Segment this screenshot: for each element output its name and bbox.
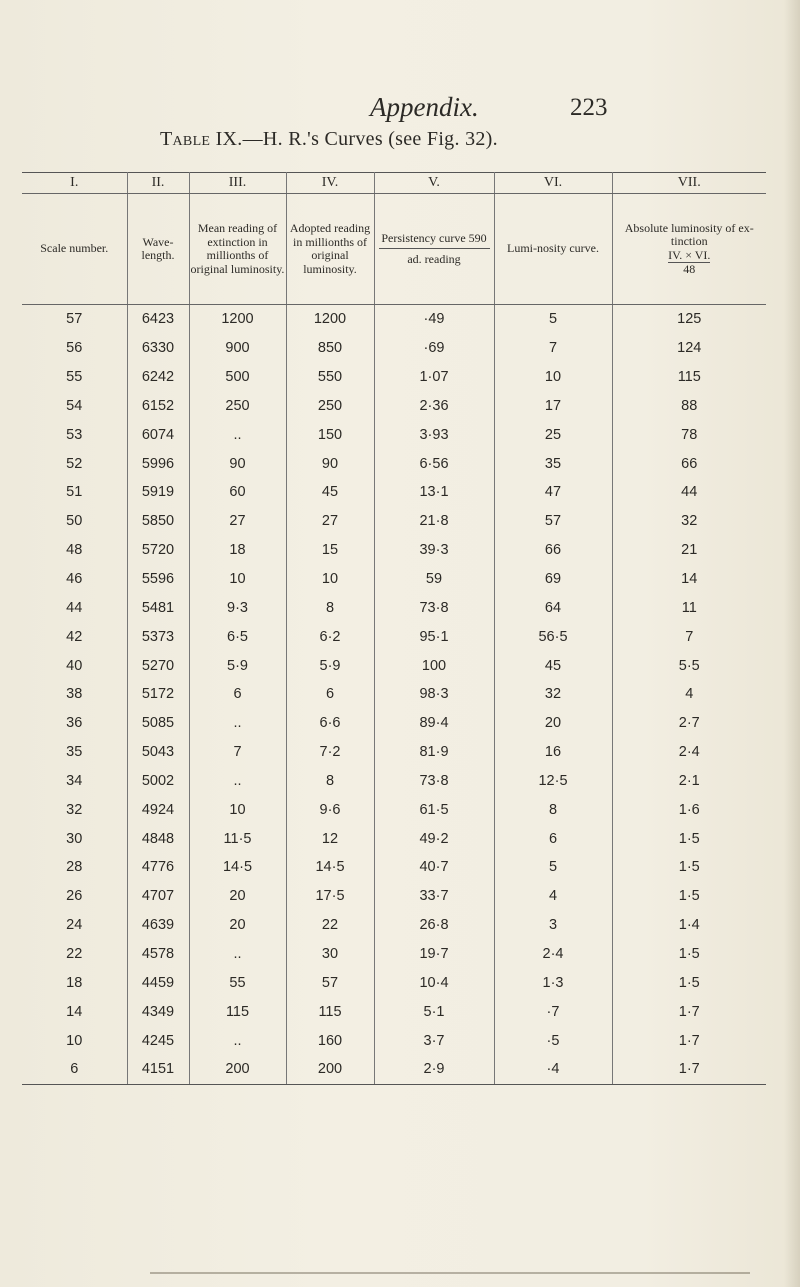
cell-adopted-reading: 1200 bbox=[286, 305, 374, 334]
roman-header: V. bbox=[374, 173, 494, 194]
cell-mean-reading: .. bbox=[189, 940, 286, 969]
cell-luminosity: 66 bbox=[494, 536, 612, 565]
cell-persistency: 2·36 bbox=[374, 392, 494, 421]
cell-scale-number: 46 bbox=[22, 565, 127, 594]
cell-scale-number: 32 bbox=[22, 795, 127, 824]
cell-absolute-luminosity: 1·5 bbox=[678, 859, 700, 876]
cell-adopted-reading: 7·2 bbox=[286, 738, 374, 767]
cell-absolute-luminosity: 124 bbox=[677, 340, 702, 357]
cell-luminosity: 25 bbox=[494, 420, 612, 449]
cell-persistency: 1·07 bbox=[374, 363, 494, 392]
cell-absolute-luminosity: 78 bbox=[681, 426, 698, 443]
cell-scale-number: 24 bbox=[22, 911, 127, 940]
cell-wave-length: 5172 bbox=[127, 680, 189, 709]
table-row bbox=[22, 767, 766, 796]
cell-wave-length: 4848 bbox=[127, 824, 189, 853]
cell-adopted-reading: 6 bbox=[286, 680, 374, 709]
cell-adopted-reading: 6·2 bbox=[286, 622, 374, 651]
cell-absolute-luminosity: 125 bbox=[677, 311, 702, 328]
cell-adopted-reading: 150 bbox=[286, 420, 374, 449]
cell-adopted-reading: 850 bbox=[286, 334, 374, 363]
cell-scale-number: 34 bbox=[22, 767, 127, 796]
table-row bbox=[22, 449, 766, 478]
table-row bbox=[22, 968, 766, 997]
cell-adopted-reading: 27 bbox=[286, 507, 374, 536]
table-row bbox=[22, 478, 766, 507]
cell-mean-reading: 7 bbox=[189, 738, 286, 767]
cell-mean-reading: 1200 bbox=[189, 305, 286, 334]
table-row bbox=[22, 853, 766, 882]
cell-mean-reading: 5·9 bbox=[189, 651, 286, 680]
cell-mean-reading: 200 bbox=[189, 1055, 286, 1084]
cell-persistency: 100 bbox=[374, 651, 494, 680]
cell-wave-length: 4707 bbox=[127, 882, 189, 911]
cell-adopted-reading: 250 bbox=[286, 392, 374, 421]
cell-persistency: ·69 bbox=[374, 334, 494, 363]
cell-mean-reading: 9·3 bbox=[189, 593, 286, 622]
cell-luminosity: 56·5 bbox=[494, 622, 612, 651]
cell-scale-number: 55 bbox=[22, 363, 127, 392]
cell-wave-length: 5373 bbox=[127, 622, 189, 651]
cell-adopted-reading: 12 bbox=[286, 824, 374, 853]
cell-scale-number: 56 bbox=[22, 334, 127, 363]
roman-header: VI. bbox=[494, 173, 612, 194]
table-row bbox=[22, 334, 766, 363]
cell-adopted-reading: 57 bbox=[286, 968, 374, 997]
cell-persistency: 59 bbox=[374, 565, 494, 594]
cell-adopted-reading: 9·6 bbox=[286, 795, 374, 824]
table-body bbox=[22, 305, 766, 1085]
page-edge-shadow bbox=[784, 0, 800, 1287]
cell-scale-number: 30 bbox=[22, 824, 127, 853]
cell-adopted-reading: 8 bbox=[286, 593, 374, 622]
cell-mean-reading: 900 bbox=[189, 334, 286, 363]
cell-absolute-luminosity: 88 bbox=[681, 397, 698, 414]
cell-absolute-luminosity: 1·5 bbox=[678, 945, 700, 962]
cell-absolute-luminosity: 11 bbox=[681, 599, 697, 616]
cell-scale-number: 53 bbox=[22, 420, 127, 449]
cell-mean-reading: 27 bbox=[189, 507, 286, 536]
cell-wave-length: 6423 bbox=[127, 305, 189, 334]
column-header-persistency bbox=[374, 194, 494, 305]
cell-scale-number: 51 bbox=[22, 478, 127, 507]
cell-wave-length: 4776 bbox=[127, 853, 189, 882]
cell-luminosity: ·7 bbox=[494, 997, 612, 1026]
cell-absolute-luminosity: 66 bbox=[681, 455, 698, 472]
column-header-scale: Scale number. bbox=[22, 194, 127, 305]
cell-luminosity: 7 bbox=[494, 334, 612, 363]
cell-scale-number: 22 bbox=[22, 940, 127, 969]
table-caption bbox=[160, 128, 600, 151]
absolute-header-denominator: 48 bbox=[683, 262, 696, 276]
table-row bbox=[22, 680, 766, 709]
cell-luminosity: 17 bbox=[494, 392, 612, 421]
roman-header: III. bbox=[189, 173, 286, 194]
cell-wave-length: 5002 bbox=[127, 767, 189, 796]
cell-absolute-luminosity: 21 bbox=[681, 542, 698, 559]
cell-persistency: 26·8 bbox=[374, 911, 494, 940]
cell-absolute-luminosity: 1·7 bbox=[612, 1055, 766, 1084]
cell-luminosity: 69 bbox=[494, 565, 612, 594]
cell-luminosity: 1·3 bbox=[494, 968, 612, 997]
cell-absolute-luminosity: 2·7 bbox=[678, 715, 700, 732]
persistency-header-top: Persistency curve 590 bbox=[379, 232, 490, 250]
cell-persistency: 49·2 bbox=[374, 824, 494, 853]
cell-scale-number: 18 bbox=[22, 968, 127, 997]
cell-persistency: 6·56 bbox=[374, 449, 494, 478]
cell-adopted-reading: 200 bbox=[286, 1055, 374, 1084]
cell-luminosity: 3 bbox=[494, 911, 612, 940]
cell-scale-number: 40 bbox=[22, 651, 127, 680]
cell-mean-reading: 18 bbox=[189, 536, 286, 565]
roman-header: I. bbox=[22, 173, 127, 194]
cell-absolute-luminosity: 5·5 bbox=[678, 657, 700, 674]
cell-scale-number: 6 bbox=[22, 1055, 127, 1084]
cell-wave-length: 5085 bbox=[127, 709, 189, 738]
cell-luminosity: ·4 bbox=[494, 1055, 612, 1084]
cell-adopted-reading: 14·5 bbox=[286, 853, 374, 882]
cell-adopted-reading: 30 bbox=[286, 940, 374, 969]
cell-absolute-luminosity: 4 bbox=[685, 686, 694, 703]
cell-adopted-reading: 115 bbox=[286, 997, 374, 1026]
cell-scale-number: 28 bbox=[22, 853, 127, 882]
cell-persistency: 10·4 bbox=[374, 968, 494, 997]
table-row bbox=[22, 565, 766, 594]
cell-persistency: ·49 bbox=[374, 305, 494, 334]
cell-wave-length: 5043 bbox=[127, 738, 189, 767]
data-table bbox=[22, 172, 766, 1085]
cell-absolute-luminosity: 115 bbox=[677, 369, 701, 386]
cell-adopted-reading: 90 bbox=[286, 449, 374, 478]
cell-persistency: 95·1 bbox=[374, 622, 494, 651]
column-header-adopted-reading: Adopted reading in millionths of original luminosity. bbox=[286, 194, 374, 305]
cell-scale-number: 38 bbox=[22, 680, 127, 709]
cell-absolute-luminosity: 1·7 bbox=[678, 1032, 700, 1049]
absolute-header-top: Absolute luminosity of ex-tinction bbox=[624, 220, 754, 248]
table-row bbox=[22, 997, 766, 1026]
cell-luminosity: 2·4 bbox=[494, 940, 612, 969]
cell-adopted-reading: 8 bbox=[286, 767, 374, 796]
cell-luminosity: 6 bbox=[494, 824, 612, 853]
cell-luminosity: 4 bbox=[494, 882, 612, 911]
cell-absolute-luminosity: 2·4 bbox=[678, 744, 700, 761]
cell-luminosity: 64 bbox=[494, 593, 612, 622]
cell-wave-length: 5270 bbox=[127, 651, 189, 680]
column-header-wavelength: Wave-length. bbox=[127, 194, 189, 305]
page-header bbox=[370, 92, 608, 132]
cell-mean-reading: 55 bbox=[189, 968, 286, 997]
cell-mean-reading: 500 bbox=[189, 363, 286, 392]
cell-mean-reading: .. bbox=[189, 1026, 286, 1055]
cell-absolute-luminosity: 14 bbox=[681, 571, 698, 588]
page-bottom-rule bbox=[150, 1272, 750, 1274]
cell-scale-number: 36 bbox=[22, 709, 127, 738]
page-number: 223 bbox=[570, 94, 608, 121]
table-row bbox=[22, 1026, 766, 1055]
table-row bbox=[22, 795, 766, 824]
cell-mean-reading: 115 bbox=[189, 997, 286, 1026]
cell-wave-length: 5919 bbox=[127, 478, 189, 507]
cell-persistency: 89·4 bbox=[374, 709, 494, 738]
cell-absolute-luminosity: 1·5 bbox=[678, 974, 700, 991]
cell-luminosity: 35 bbox=[494, 449, 612, 478]
cell-adopted-reading: 5·9 bbox=[286, 651, 374, 680]
cell-persistency: 73·8 bbox=[374, 593, 494, 622]
table-row bbox=[22, 940, 766, 969]
cell-adopted-reading: 10 bbox=[286, 565, 374, 594]
cell-adopted-reading: 22 bbox=[286, 911, 374, 940]
cell-persistency: 3·7 bbox=[374, 1026, 494, 1055]
cell-scale-number: 10 bbox=[22, 1026, 127, 1055]
table-row bbox=[22, 882, 766, 911]
cell-adopted-reading: 17·5 bbox=[286, 882, 374, 911]
cell-absolute-luminosity: 2·1 bbox=[678, 772, 700, 789]
cell-mean-reading: 10 bbox=[189, 565, 286, 594]
cell-luminosity: 32 bbox=[494, 680, 612, 709]
cell-mean-reading: 6·5 bbox=[189, 622, 286, 651]
cell-mean-reading: .. bbox=[189, 767, 286, 796]
cell-persistency: 19·7 bbox=[374, 940, 494, 969]
cell-wave-length: 6074 bbox=[127, 420, 189, 449]
cell-persistency: 21·8 bbox=[374, 507, 494, 536]
roman-header: II. bbox=[127, 173, 189, 194]
cell-persistency: 3·93 bbox=[374, 420, 494, 449]
cell-wave-length: 4459 bbox=[127, 968, 189, 997]
cell-wave-length: 5850 bbox=[127, 507, 189, 536]
table-row bbox=[22, 709, 766, 738]
roman-header: IV. bbox=[286, 173, 374, 194]
cell-luminosity: 57 bbox=[494, 507, 612, 536]
absolute-header-numerator: IV. × VI. bbox=[668, 247, 711, 262]
cell-scale-number: 35 bbox=[22, 738, 127, 767]
cell-mean-reading: 14·5 bbox=[189, 853, 286, 882]
cell-absolute-luminosity: 7 bbox=[685, 628, 694, 645]
table-row bbox=[22, 651, 766, 680]
cell-persistency: 33·7 bbox=[374, 882, 494, 911]
column-header-mean-reading: Mean reading of extinction in millionths of original luminosity. bbox=[189, 194, 286, 305]
cell-absolute-luminosity: 32 bbox=[681, 513, 698, 530]
cell-absolute-luminosity: 44 bbox=[681, 484, 698, 501]
cell-luminosity: 16 bbox=[494, 738, 612, 767]
cell-scale-number: 50 bbox=[22, 507, 127, 536]
cell-persistency: 40·7 bbox=[374, 853, 494, 882]
table-title: —H. R.'s Curves (see Fig. 32). bbox=[242, 128, 498, 150]
cell-wave-length: 6152 bbox=[127, 392, 189, 421]
cell-wave-length: 5596 bbox=[127, 565, 189, 594]
cell-luminosity: 12·5 bbox=[494, 767, 612, 796]
cell-mean-reading: .. bbox=[189, 420, 286, 449]
cell-luminosity: ·5 bbox=[494, 1026, 612, 1055]
table-label: Table IX. bbox=[160, 128, 243, 150]
cell-wave-length: 6242 bbox=[127, 363, 189, 392]
cell-mean-reading: .. bbox=[189, 709, 286, 738]
cell-wave-length: 5720 bbox=[127, 536, 189, 565]
table-row bbox=[22, 392, 766, 421]
column-header-luminosity: Lumi-nosity curve. bbox=[494, 194, 612, 305]
cell-luminosity: 20 bbox=[494, 709, 612, 738]
table-row bbox=[22, 593, 766, 622]
cell-wave-length: 6330 bbox=[127, 334, 189, 363]
cell-persistency: 81·9 bbox=[374, 738, 494, 767]
table-row bbox=[22, 305, 766, 334]
cell-luminosity: 47 bbox=[494, 478, 612, 507]
cell-adopted-reading: 160 bbox=[286, 1026, 374, 1055]
running-title: Appendix. bbox=[370, 92, 479, 122]
cell-wave-length: 4924 bbox=[127, 795, 189, 824]
cell-absolute-luminosity: 1·4 bbox=[678, 917, 700, 934]
cell-luminosity: 8 bbox=[494, 795, 612, 824]
table-row bbox=[22, 911, 766, 940]
cell-wave-length: 4151 bbox=[127, 1055, 189, 1084]
cell-mean-reading: 10 bbox=[189, 795, 286, 824]
cell-scale-number: 26 bbox=[22, 882, 127, 911]
cell-scale-number: 52 bbox=[22, 449, 127, 478]
cell-luminosity: 45 bbox=[494, 651, 612, 680]
cell-scale-number: 14 bbox=[22, 997, 127, 1026]
cell-wave-length: 5481 bbox=[127, 593, 189, 622]
column-header-absolute bbox=[612, 194, 766, 305]
cell-absolute-luminosity: 1·5 bbox=[678, 888, 700, 905]
cell-persistency: 98·3 bbox=[374, 680, 494, 709]
cell-absolute-luminosity: 1·6 bbox=[678, 801, 700, 818]
cell-adopted-reading: 15 bbox=[286, 536, 374, 565]
cell-wave-length: 4578 bbox=[127, 940, 189, 969]
cell-scale-number: 57 bbox=[22, 305, 127, 334]
cell-mean-reading: 60 bbox=[189, 478, 286, 507]
cell-persistency: 13·1 bbox=[374, 478, 494, 507]
cell-mean-reading: 20 bbox=[189, 911, 286, 940]
cell-persistency: 39·3 bbox=[374, 536, 494, 565]
cell-wave-length: 4245 bbox=[127, 1026, 189, 1055]
cell-absolute-luminosity: 1·5 bbox=[678, 830, 700, 847]
cell-scale-number: 44 bbox=[22, 593, 127, 622]
table-row bbox=[22, 622, 766, 651]
roman-header: VII. bbox=[612, 173, 766, 194]
roman-header-row bbox=[22, 173, 766, 194]
column-header-row bbox=[22, 194, 766, 305]
cell-adopted-reading: 45 bbox=[286, 478, 374, 507]
table-row bbox=[22, 1055, 766, 1084]
cell-scale-number: 54 bbox=[22, 392, 127, 421]
cell-mean-reading: 250 bbox=[189, 392, 286, 421]
table-row bbox=[22, 738, 766, 767]
cell-persistency: 5·1 bbox=[374, 997, 494, 1026]
cell-adopted-reading: 550 bbox=[286, 363, 374, 392]
table-row bbox=[22, 507, 766, 536]
cell-mean-reading: 90 bbox=[189, 449, 286, 478]
cell-persistency: 2·9 bbox=[374, 1055, 494, 1084]
cell-wave-length: 4639 bbox=[127, 911, 189, 940]
table-row bbox=[22, 420, 766, 449]
cell-persistency: 73·8 bbox=[374, 767, 494, 796]
cell-wave-length: 5996 bbox=[127, 449, 189, 478]
cell-mean-reading: 11·5 bbox=[189, 824, 286, 853]
cell-adopted-reading: 6·6 bbox=[286, 709, 374, 738]
table-row bbox=[22, 824, 766, 853]
cell-scale-number: 48 bbox=[22, 536, 127, 565]
cell-persistency: 61·5 bbox=[374, 795, 494, 824]
cell-scale-number: 42 bbox=[22, 622, 127, 651]
cell-wave-length: 4349 bbox=[127, 997, 189, 1026]
cell-absolute-luminosity: 1·7 bbox=[678, 1003, 700, 1020]
table-row bbox=[22, 363, 766, 392]
cell-luminosity: 10 bbox=[494, 363, 612, 392]
cell-luminosity: 5 bbox=[494, 853, 612, 882]
cell-mean-reading: 6 bbox=[189, 680, 286, 709]
cell-mean-reading: 20 bbox=[189, 882, 286, 911]
cell-luminosity: 5 bbox=[494, 305, 612, 334]
table-row bbox=[22, 536, 766, 565]
persistency-header-bottom: ad. reading bbox=[407, 252, 461, 266]
